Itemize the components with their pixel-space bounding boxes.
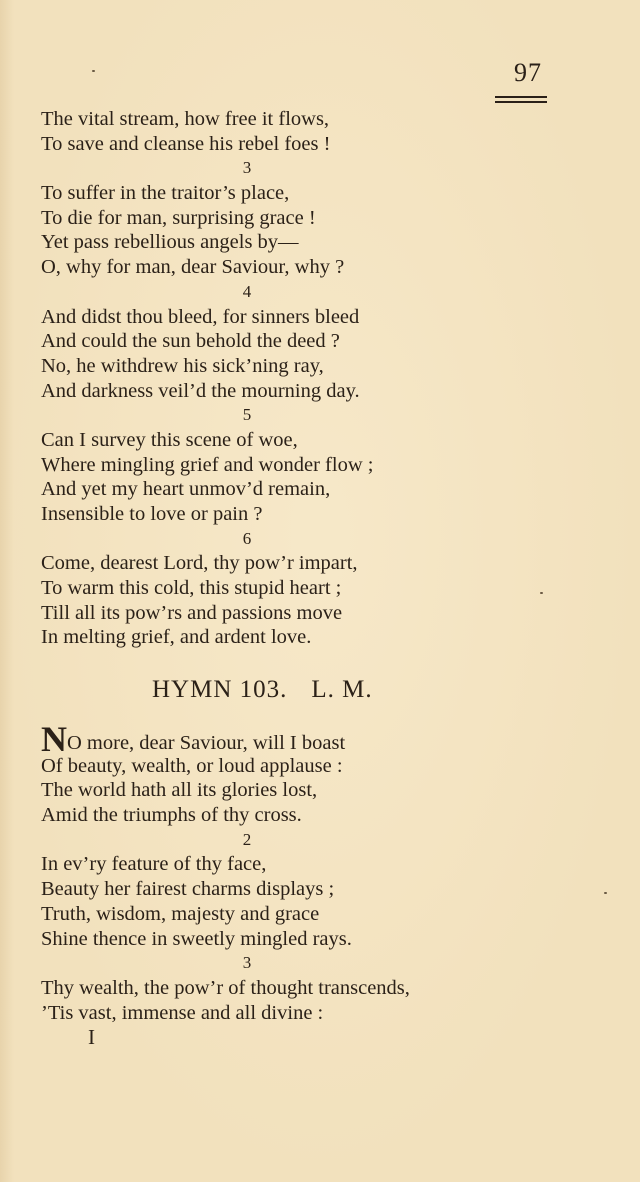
- paper-speck: [540, 592, 543, 594]
- hymn-label: HYMN 103.: [152, 676, 288, 703]
- stanza-number: 5: [242, 405, 252, 425]
- verse-line: Shine thence in sweetly mingled rays.: [41, 927, 352, 950]
- paper-speck: [604, 892, 607, 894]
- verse-line: Thy wealth, the pow’r of thought transcends,: [41, 976, 410, 999]
- verse-line: To die for man, surprising grace !: [41, 206, 316, 229]
- signature-mark: I: [88, 1025, 95, 1049]
- header-rule-bottom: [495, 101, 547, 103]
- verse-line: To suffer in the traitor’s place,: [41, 182, 290, 205]
- verse-line: Truth, wisdom, majesty and grace: [41, 902, 320, 925]
- drop-cap: N: [41, 719, 67, 759]
- verse-line: Insensible to love or pain ?: [41, 503, 263, 525]
- paper-speck: [92, 70, 95, 72]
- hymn-102-continuation: [41, 107, 521, 650]
- verse-line: ’Tis vast, immense and all divine :: [41, 1001, 324, 1024]
- verse-line: And could the sun behold the deed ?: [41, 330, 340, 353]
- verse-line: To warm this cold, this stupid heart ;: [41, 577, 342, 600]
- verse-line: To save and cleanse his rebel foes !: [41, 132, 331, 155]
- first-line-rest: O more, dear Saviour, will I boast: [67, 732, 346, 754]
- verse-line: And darkness veil’d the mourning day.: [41, 379, 360, 402]
- verse-line: The world hath all its glories lost,: [41, 779, 318, 802]
- verse-line: The vital stream, how free it flows,: [41, 108, 330, 130]
- hymn-meter: L. M.: [311, 676, 373, 703]
- stanza-number: 3: [242, 953, 252, 973]
- verse-line: No, he withdrew his sick’ning ray,: [41, 354, 324, 377]
- header-rule-top: [495, 96, 547, 98]
- verse-line: Can I survey this scene of woe,: [41, 428, 298, 451]
- hymn-title: [152, 676, 397, 704]
- verse-line: Yet pass rebellious angels by—: [41, 231, 299, 254]
- verse-line: Of beauty, wealth, or loud applause :: [41, 754, 343, 777]
- verse-line: Beauty her fairest charms displays ;: [41, 878, 335, 901]
- stanza-number: 3: [242, 158, 252, 178]
- verse-line-first: [41, 719, 521, 759]
- verse-line: Till all its pow’rs and passions move: [41, 601, 343, 624]
- stanza-number: 4: [242, 281, 252, 301]
- verse-line: O, why for man, dear Saviour, why ?: [41, 256, 345, 279]
- verse-line: Amid the triumphs of thy cross.: [41, 804, 302, 827]
- verse-line: Come, dearest Lord, thy pow’r impart,: [41, 552, 358, 575]
- verse-line: In ev’ry feature of thy face,: [41, 853, 267, 876]
- stanza-number: 2: [242, 829, 252, 849]
- hymn-103-text: [41, 719, 521, 1025]
- verse-line: Where mingling grief and wonder flow ;: [41, 453, 374, 476]
- stanza-number: 6: [242, 528, 252, 548]
- verse-line: And didst thou bleed, for sinners bleed: [41, 305, 360, 328]
- page-number: 97: [514, 58, 542, 87]
- verse-line: And yet my heart unmov’d remain,: [41, 478, 331, 501]
- verse-line: In melting grief, and ardent love.: [41, 626, 312, 649]
